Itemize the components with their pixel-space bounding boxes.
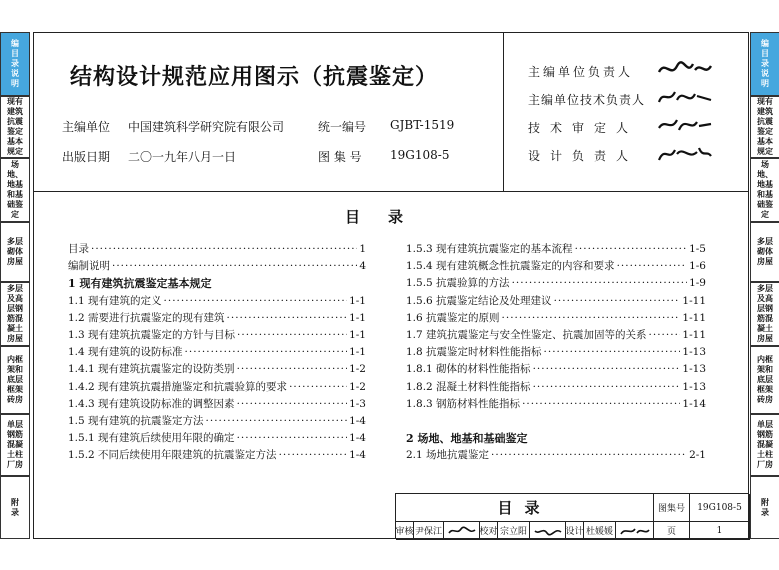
- signature-scribble-3: [655, 114, 715, 136]
- toc-left-column: [68, 241, 366, 465]
- toc-title: 目录: [345, 208, 432, 226]
- toc-entry[interactable]: 1.4.1 现有建筑抗震鉴定的设防类别 ····· 1-2: [68, 361, 366, 378]
- signature-scribble-1: [655, 58, 715, 80]
- toc-right-column: [406, 241, 706, 465]
- review-label: 审核: [396, 522, 414, 540]
- reviewer-signature: [444, 522, 480, 540]
- header-vertical-divider: [503, 32, 504, 191]
- tab-rc-buildings[interactable]: 多层及高层钢筋混凝土房屋: [750, 282, 779, 346]
- toc-entry[interactable]: 1.5.5 抗震验算的方法 ····· 1-9: [406, 275, 706, 292]
- tab-appendix[interactable]: 附录: [0, 476, 30, 539]
- toc-entry[interactable]: 1.4 现有建筑的设防标准 ····· 1-1: [68, 344, 366, 361]
- toc-entry[interactable]: 1.8.2 混凝土材料性能指标 ····· 1-13: [406, 379, 706, 396]
- toc-entry[interactable]: 1.4.3 现有建筑设防标准的调整因素 ····· 1-3: [68, 396, 366, 413]
- tab-inner-frame[interactable]: 内框架和底层框架砖房: [0, 346, 30, 414]
- checker-signature-scribble: [533, 525, 563, 537]
- tab-rc-buildings[interactable]: 多层及高层钢筋混凝土房屋: [0, 282, 30, 346]
- tab-contents[interactable]: 编目录说明: [750, 32, 779, 96]
- toc-entry[interactable]: 目录 ····· 1: [68, 241, 366, 258]
- publish-date-value: 二〇一九年八月一日: [128, 150, 237, 164]
- tab-site-foundation[interactable]: 场地、地基和基础鉴定: [750, 158, 779, 222]
- toc-entry[interactable]: 1.2 需要进行抗震鉴定的现有建筑 ····· 1-1: [68, 310, 366, 327]
- toc-entry[interactable]: 1.5.3 现有建筑抗震鉴定的基本流程 ····· 1-5: [406, 241, 706, 258]
- title-block: [395, 493, 749, 539]
- atlas-number-value: 19G108-5: [390, 148, 450, 162]
- toc-entry[interactable]: 1.8 抗震鉴定时材料性能指标 ····· 1-13: [406, 344, 706, 361]
- tab-contents[interactable]: 编目录说明: [0, 32, 30, 96]
- title-block-title: 目录: [396, 494, 654, 522]
- check-label: 校对: [480, 522, 498, 540]
- chief-unit-value: 中国建筑科学研究院有限公司: [128, 120, 285, 134]
- designer-signature-scribble: [619, 525, 651, 537]
- signature-scribble-2: [655, 86, 715, 108]
- toc-entry[interactable]: 1.5.2 不同后续使用年限建筑的抗震鉴定方法 ····· 1-4: [68, 447, 366, 464]
- tab-masonry[interactable]: 多层砌体房屋: [750, 222, 779, 282]
- toc-entry[interactable]: 1.1 现有建筑的定义 ····· 1-1: [68, 293, 366, 310]
- toc-entry[interactable]: 1.6 抗震鉴定的原则 ····· 1-11: [406, 310, 706, 327]
- toc-entry[interactable]: 1.3 现有建筑抗震鉴定的方针与目标 ····· 1-1: [68, 327, 366, 344]
- toc-section-heading[interactable]: 2 场地、地基和基础鉴定: [406, 432, 528, 446]
- toc-entry[interactable]: 1.5 现有建筑的抗震鉴定方法 ····· 1-4: [68, 413, 366, 430]
- tab-masonry[interactable]: 多层砌体房屋: [0, 222, 30, 282]
- right-section-tabs: [750, 32, 779, 539]
- tab-appendix[interactable]: 附录: [750, 476, 779, 539]
- tab-site-foundation[interactable]: 场地、地基和基础鉴定: [0, 158, 30, 222]
- left-section-tabs: [0, 32, 32, 539]
- signature-scribble-4: [655, 142, 715, 164]
- checker-name: 宗立阳: [498, 522, 530, 540]
- chief-unit-label: 主编单位: [62, 120, 111, 134]
- page-number: 1: [690, 522, 750, 540]
- toc-entry[interactable]: 1.4.2 现有建筑抗震措施鉴定和抗震验算的要求 ····· 1-2: [68, 379, 366, 396]
- unified-code-value: GJBT-1519: [390, 118, 455, 132]
- toc-entry[interactable]: 1.5.4 现有建筑概念性抗震鉴定的内容和要求 ····· 1-6: [406, 258, 706, 275]
- publish-date-label: 出版日期: [62, 150, 111, 164]
- tab-basic-provisions[interactable]: 现有建筑抗震鉴定基本规定: [750, 96, 779, 158]
- toc-entry[interactable]: 编制说明 ····· 4: [68, 258, 366, 275]
- reviewer-signature-scribble: [447, 525, 477, 537]
- tab-basic-provisions[interactable]: 现有建筑抗震鉴定基本规定: [0, 96, 30, 158]
- tab-single-story-plant[interactable]: 单层钢筋混凝土柱厂房: [750, 414, 779, 476]
- reviewer-name: 尹保江: [414, 522, 444, 540]
- toc-entry[interactable]: 1.8.3 钢筋材料性能指标 ····· 1-14: [406, 396, 706, 413]
- toc-spacer: [406, 413, 706, 430]
- title-block-atlas-value: 19G108-5: [690, 494, 750, 522]
- unified-code-label: 统一编号: [318, 120, 367, 134]
- page-label: 页: [654, 522, 690, 540]
- toc-section-heading[interactable]: 1 现有建筑抗震鉴定基本规定: [68, 277, 212, 291]
- signature-role-1: 主编单位负责人: [528, 65, 634, 79]
- header-divider: [33, 191, 749, 192]
- designer-signature: [616, 522, 654, 540]
- signature-role-3: 技术审定人: [528, 121, 639, 135]
- design-label: 设计: [566, 522, 584, 540]
- checker-signature: [530, 522, 566, 540]
- toc-entry[interactable]: 1.7 建筑抗震鉴定与安全性鉴定、抗震加固等的关系 ····· 1-11: [406, 327, 706, 344]
- atlas-number-label: 图 集 号: [318, 150, 362, 164]
- toc-entry[interactable]: 1.8.1 砌体的材料性能指标 ····· 1-13: [406, 361, 706, 378]
- page-title: 结构设计规范应用图示（抗震鉴定）: [70, 64, 439, 90]
- toc-entry[interactable]: 1.5.1 现有建筑后续使用年限的确定 ····· 1-4: [68, 430, 366, 447]
- toc-entry[interactable]: 1.5.6 抗震鉴定结论及处理建议 ····· 1-11: [406, 293, 706, 310]
- title-block-atlas-label: 图集号: [654, 494, 690, 522]
- tab-inner-frame[interactable]: 内框架和底层框架砖房: [750, 346, 779, 414]
- signature-role-2: 主编单位技术负责人: [528, 93, 646, 107]
- designer-name: 杜媛媛: [584, 522, 616, 540]
- signature-role-4: 设计负责人: [528, 149, 639, 163]
- tab-single-story-plant[interactable]: 单层钢筋混凝土柱厂房: [0, 414, 30, 476]
- toc-entry[interactable]: 2.1 场地抗震鉴定 ····· 2-1: [406, 447, 706, 464]
